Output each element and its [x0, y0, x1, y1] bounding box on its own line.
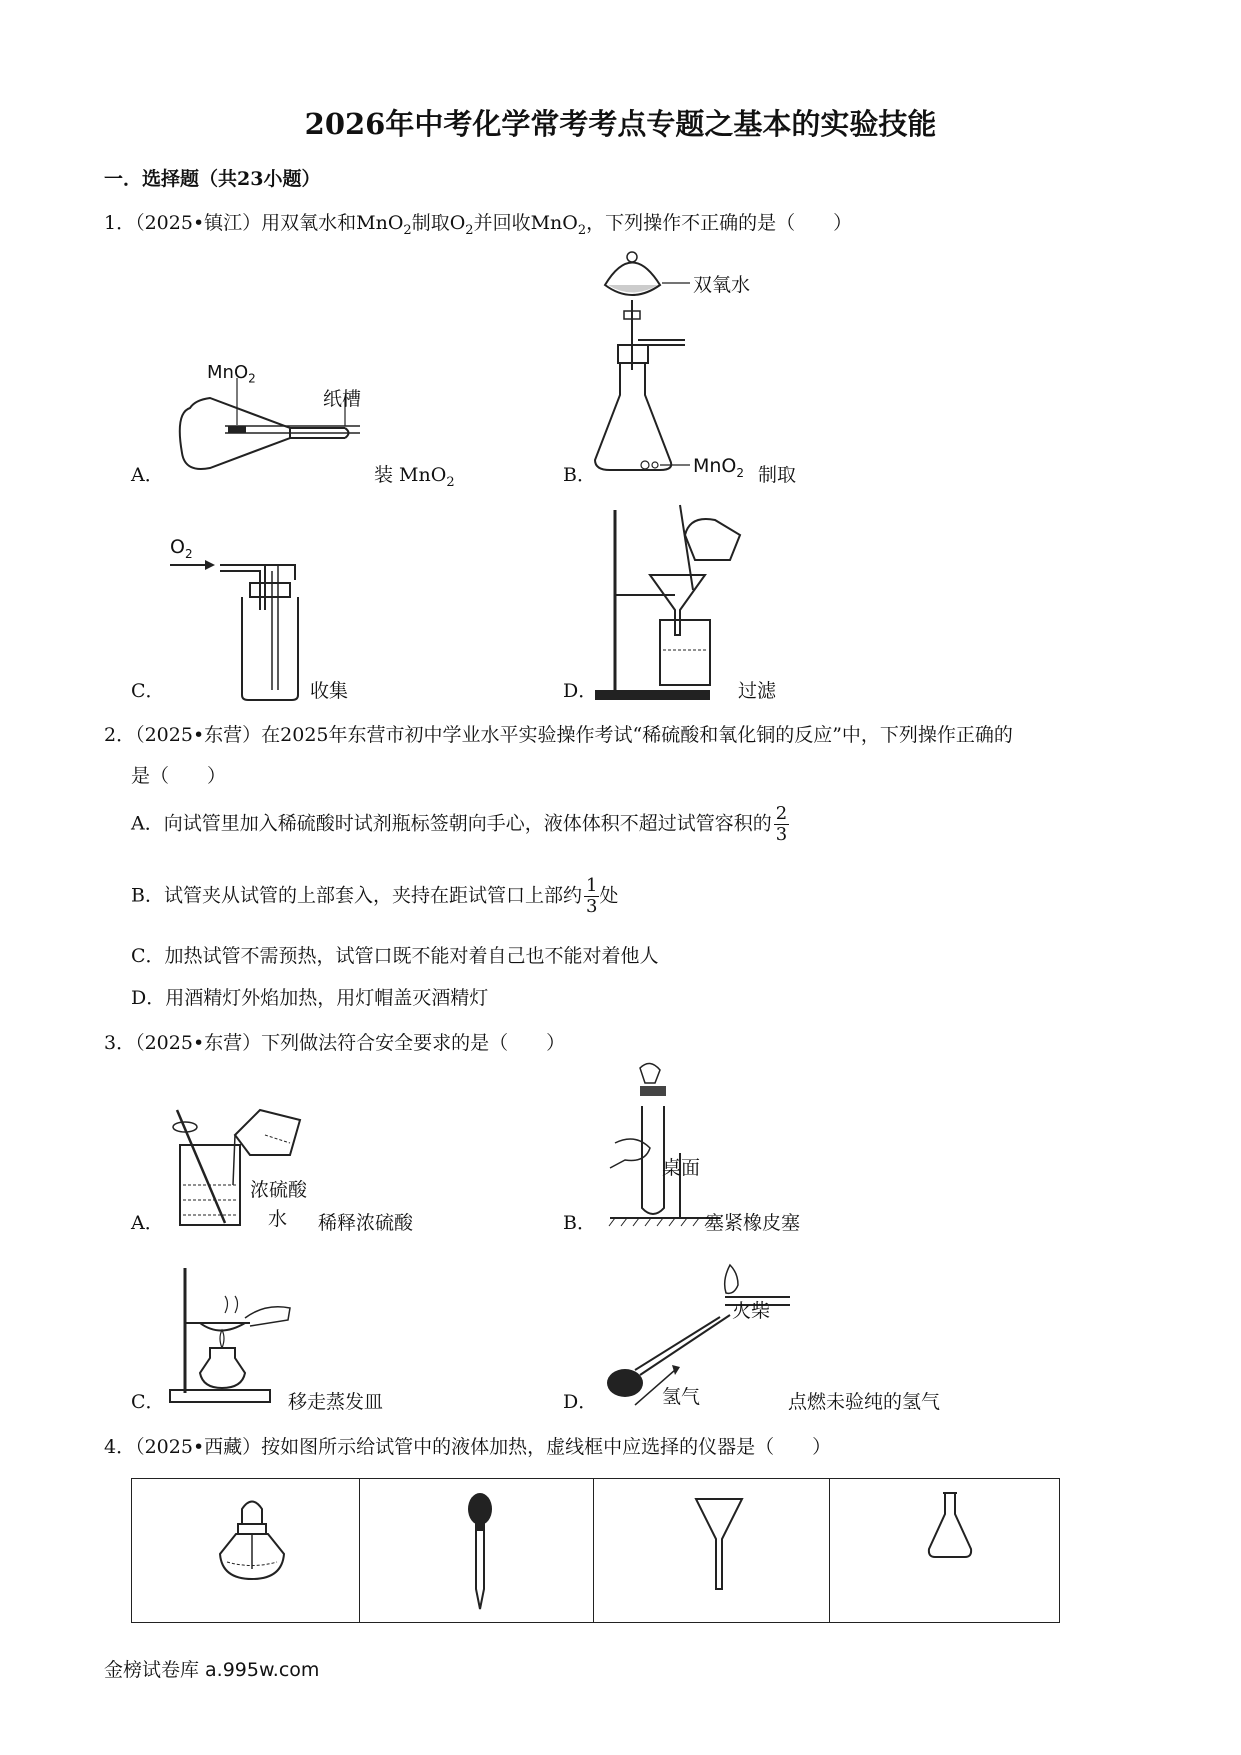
- q4-cell-conical-flask[interactable]: [830, 1479, 1059, 1622]
- q3-option-a-caption: 稀释浓硫酸: [318, 1212, 414, 1234]
- q1-c-o2-label: $O_2$: [170, 536, 193, 561]
- q1-option-d-letter[interactable]: D．: [563, 680, 598, 702]
- question-1-stem: 1．（2025•镇江）用双氧水和MnO$_2$制取$O_2$并回收MnO$_2$，下列操作不正确的是（ ）: [104, 212, 853, 238]
- footer-source: 金榜试卷库 a.995w.com: [104, 1659, 320, 1681]
- q1-a-groove-label: 纸槽: [323, 388, 362, 410]
- q2-option-a[interactable]: A．向试管里加入稀硫酸时试剂瓶标签朝向手心，液体体积不超过试管容积的 $\frac{2}{3}$: [131, 803, 788, 845]
- q3-option-b-figure: [605, 1058, 725, 1228]
- q3-option-c-letter[interactable]: C．: [131, 1391, 165, 1413]
- q1-b-mno2-label: MnO$_2$: [693, 455, 745, 480]
- q3-option-d-letter[interactable]: D．: [563, 1391, 598, 1413]
- q1-option-c-caption: 收集: [310, 680, 349, 702]
- question-2-stem-line1: 2．（2025•东营）在2025年东营市初中学业水平实验操作考试“稀硫酸和氧化铜的反应”中，下列操作正确的: [104, 724, 1013, 746]
- q3-option-b-caption: 塞紧橡皮塞: [705, 1212, 801, 1234]
- page-title: 2026年中考化学常考考点专题之基本的实验技能: [304, 107, 937, 141]
- section-heading: 一．选择题（共23小题）: [104, 168, 321, 190]
- conical-flask-icon: [925, 1489, 975, 1564]
- funnel-icon: [694, 1494, 744, 1594]
- q1-option-a-caption: 装 MnO$_2$: [374, 464, 455, 490]
- q4-cell-dropper[interactable]: [360, 1479, 594, 1622]
- q2-option-d[interactable]: D．用酒精灯外焰加热，用灯帽盖灭酒精灯: [131, 987, 489, 1009]
- alcohol-lamp-icon: [212, 1494, 292, 1584]
- q2-a-fraction: $\frac{2}{3}$: [775, 803, 788, 845]
- question-3-stem: 3．（2025•东营）下列做法符合安全要求的是（ ）: [104, 1032, 566, 1054]
- q3-option-c-caption: 移走蒸发皿: [288, 1391, 384, 1413]
- q1-option-c-letter[interactable]: C．: [131, 680, 165, 702]
- q3-option-d-caption: 点燃未验纯的氢气: [788, 1391, 941, 1413]
- q3-d-hydrogen-label: 氢气: [662, 1386, 701, 1408]
- q3-a-acid-label: 浓硫酸: [250, 1179, 308, 1201]
- q1-b-h2o2-label: 双氧水: [693, 274, 751, 296]
- q2-b-fraction: $\frac{1}{3}$: [585, 875, 598, 917]
- q1-option-b-caption: 制取: [758, 464, 797, 486]
- q3-d-match-label: 火柴: [732, 1300, 771, 1322]
- q3-option-a-letter[interactable]: A．: [131, 1212, 164, 1234]
- q2-option-c[interactable]: C．加热试管不需预热，试管口既不能对着自己也不能对着他人: [131, 945, 659, 967]
- q3-option-a-figure: [165, 1105, 315, 1230]
- q4-cell-alcohol-lamp[interactable]: [132, 1479, 360, 1622]
- q2-option-b[interactable]: B．试管夹从试管的上部套入，夹持在距试管口上部约 $\frac{1}{3}$ 处: [131, 875, 619, 917]
- q4-instrument-table: [131, 1478, 1060, 1623]
- dropper-icon: [465, 1489, 495, 1614]
- q1-option-d-figure: [595, 505, 745, 705]
- question-2-stem-line2: 是（ ）: [131, 765, 227, 787]
- q1-option-d-caption: 过滤: [738, 680, 777, 702]
- q1-option-b-letter[interactable]: B．: [563, 464, 596, 486]
- q3-a-water-label: 水: [268, 1208, 288, 1230]
- question-4-stem: 4．（2025•西藏）按如图所示给试管中的液体加热，虚线框中应选择的仪器是（ ）: [104, 1436, 832, 1458]
- q1-option-a-letter[interactable]: A．: [131, 464, 164, 486]
- q4-cell-funnel[interactable]: [594, 1479, 831, 1622]
- q1-a-mno2-label: MnO$_2$: [207, 362, 256, 386]
- q3-b-desk-label: 桌面: [662, 1157, 701, 1179]
- q3-option-b-letter[interactable]: B．: [563, 1212, 596, 1234]
